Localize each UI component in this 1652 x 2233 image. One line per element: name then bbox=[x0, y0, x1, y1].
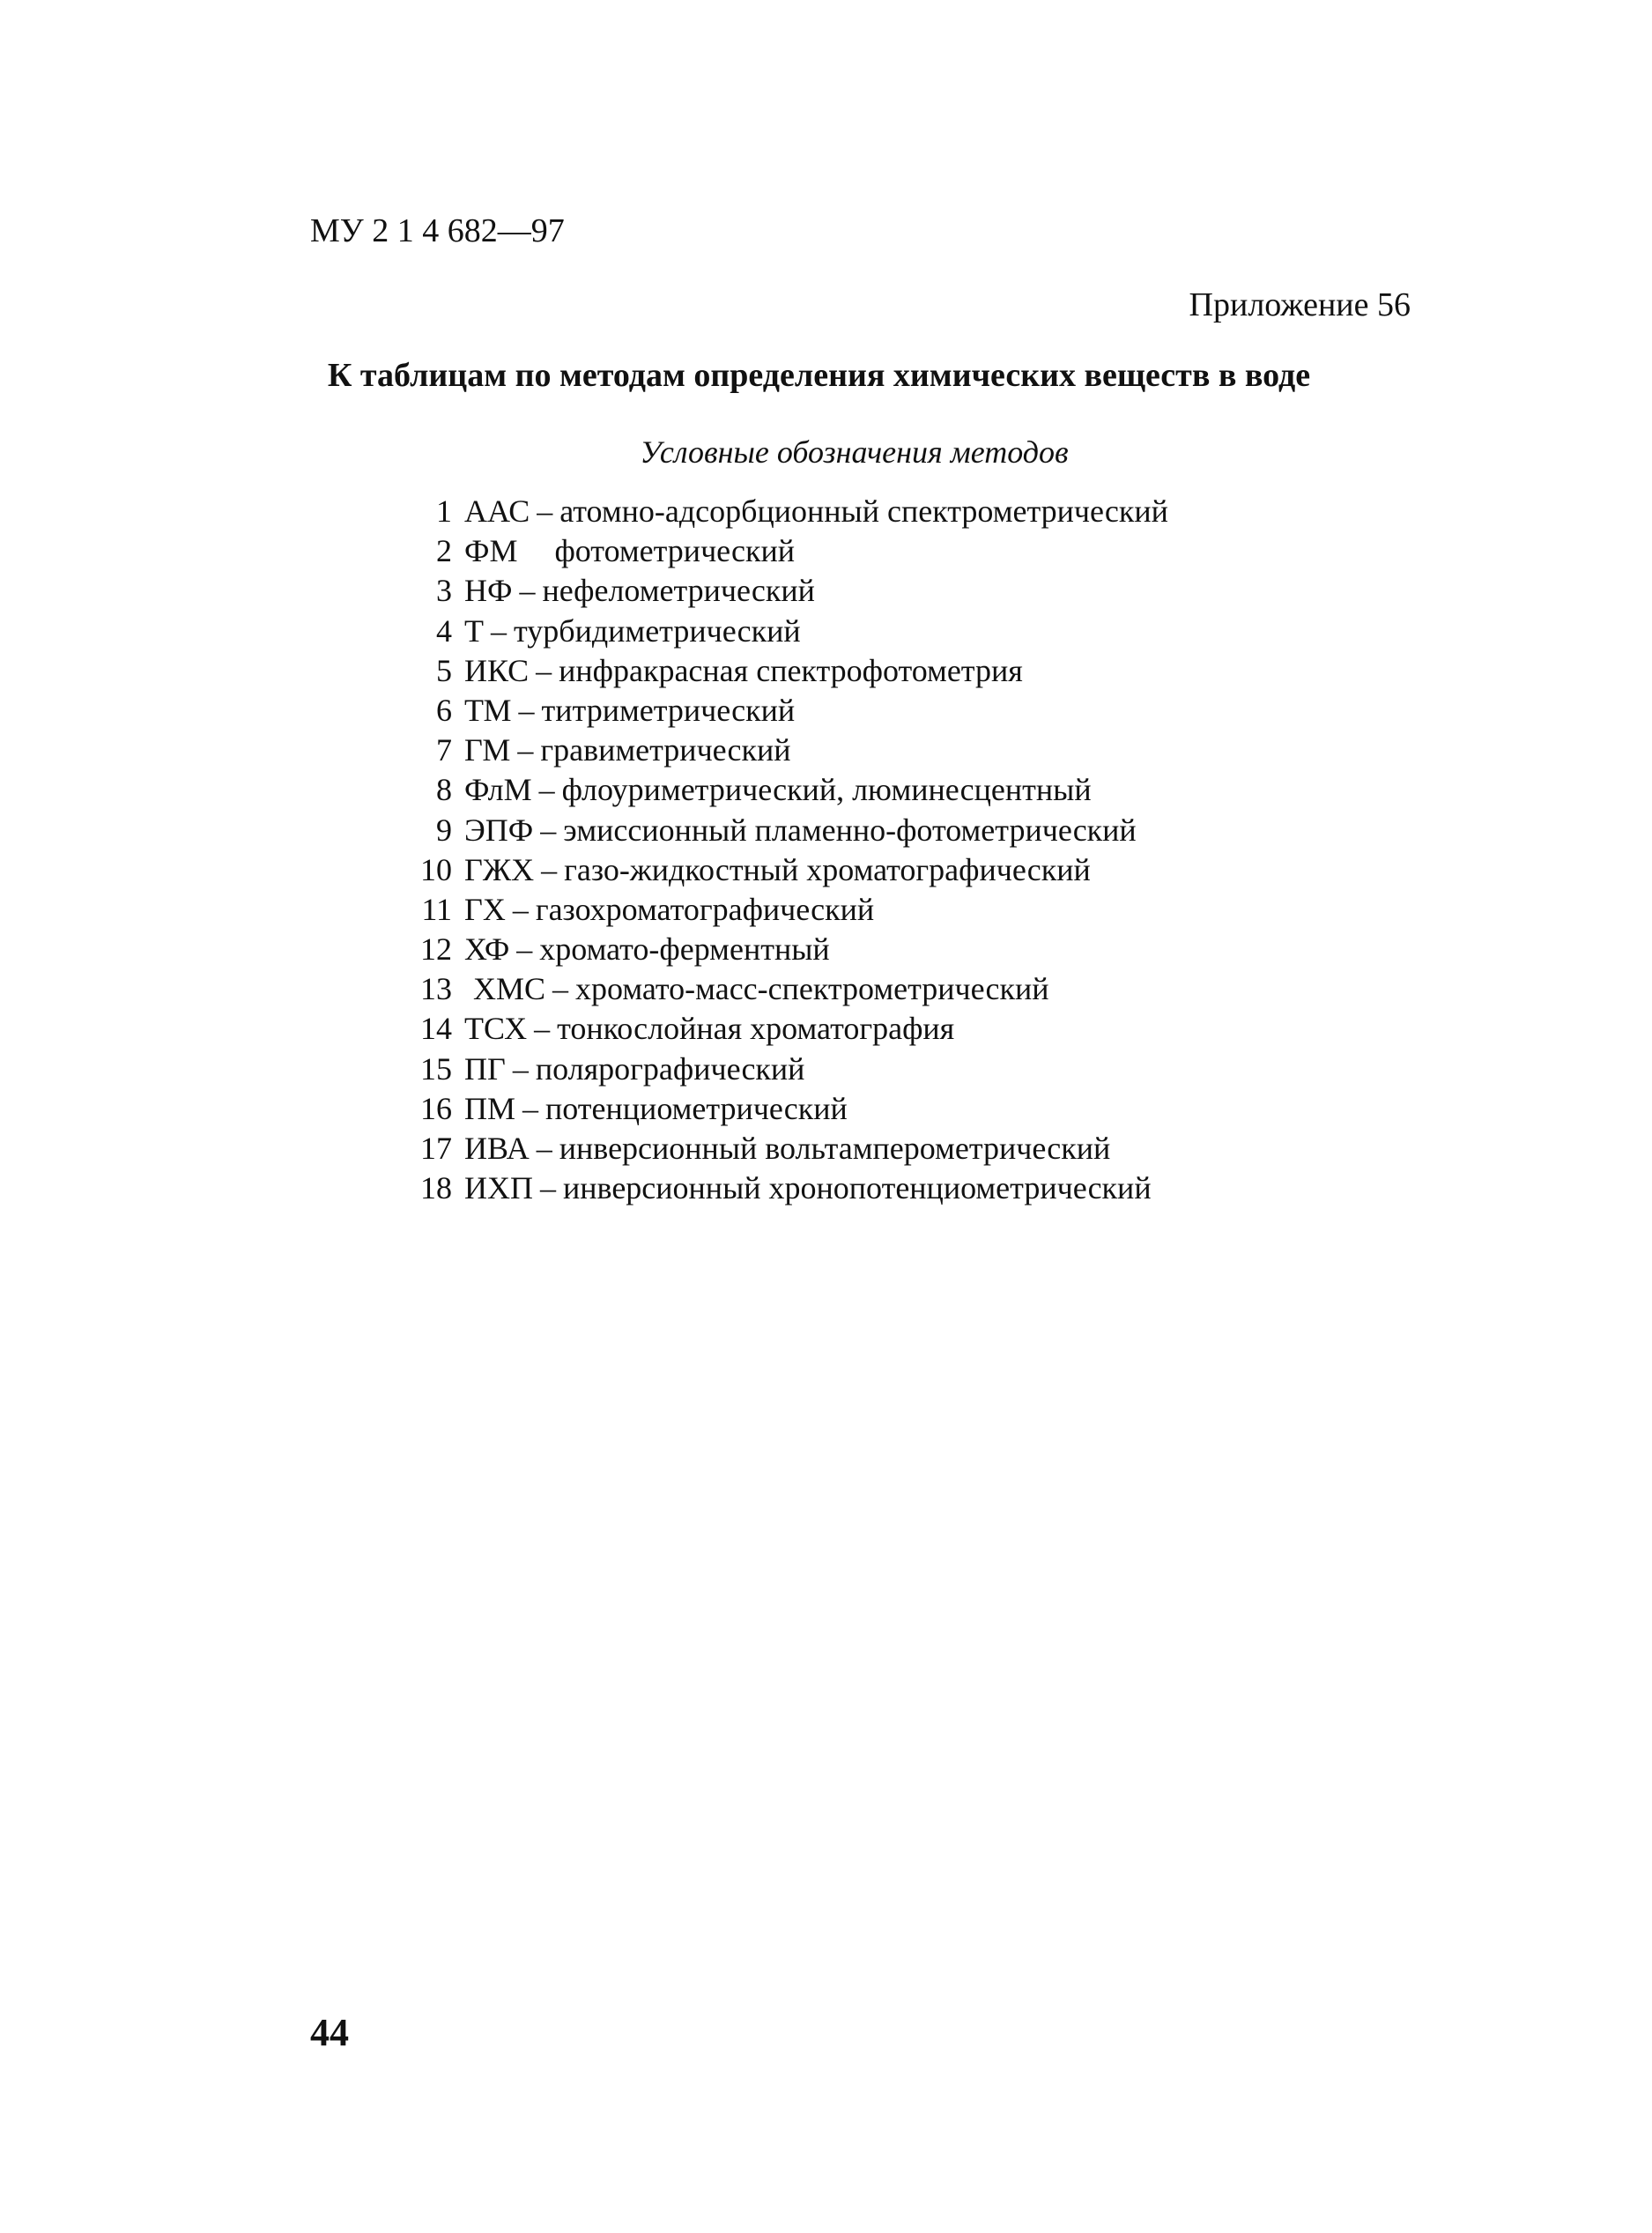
item-abbreviation: ФМ bbox=[464, 533, 518, 569]
item-number: 12 bbox=[420, 931, 452, 968]
list-item bbox=[401, 890, 1168, 930]
item-abbreviation: ФлМ bbox=[464, 772, 532, 808]
item-description: тонкослойная хроматография bbox=[557, 1011, 955, 1047]
item-separator: – bbox=[540, 1170, 556, 1206]
list-item bbox=[401, 691, 1168, 731]
item-number: 6 bbox=[436, 692, 452, 728]
item-separator: – bbox=[512, 1050, 529, 1087]
page-title-text: К таблицам по методам определения химических веществ в воде bbox=[327, 357, 1311, 394]
item-abbreviation: ЭПФ bbox=[464, 812, 534, 848]
item-abbreviation: ГХ bbox=[464, 891, 506, 927]
item-separator: – bbox=[536, 652, 552, 688]
list-item bbox=[401, 531, 1168, 571]
item-abbreviation: ГЖХ bbox=[464, 851, 535, 887]
item-number: 9 bbox=[436, 812, 452, 848]
list-item bbox=[401, 930, 1168, 969]
item-separator: – bbox=[538, 772, 555, 808]
item-abbreviation: ХФ bbox=[464, 931, 510, 968]
item-abbreviation: ХМС bbox=[473, 971, 546, 1007]
item-description: турбидиметрический bbox=[514, 612, 801, 649]
item-description: эмиссионный пламенно-фотометрический bbox=[563, 812, 1137, 848]
item-description: хромато-масс-спектрометрический bbox=[575, 971, 1049, 1007]
item-abbreviation: ТМ bbox=[464, 692, 512, 728]
item-number: 2 bbox=[436, 533, 452, 569]
item-separator: – bbox=[516, 931, 533, 968]
item-separator bbox=[517, 531, 554, 571]
item-abbreviation: ТСХ bbox=[464, 1011, 528, 1047]
item-description: флоуриметрический, люминесцентный bbox=[561, 772, 1092, 808]
item-separator: – bbox=[491, 612, 507, 649]
list-item bbox=[401, 492, 1168, 531]
item-abbreviation: НФ bbox=[464, 573, 513, 609]
item-number: 13 bbox=[420, 971, 452, 1007]
item-description: нефелометрический bbox=[542, 573, 815, 609]
item-description: гравиметрический bbox=[540, 732, 791, 768]
item-separator: – bbox=[536, 1131, 552, 1166]
document-code: МУ 2 1 4 682—97 bbox=[310, 212, 565, 249]
item-separator: – bbox=[512, 891, 529, 927]
item-description: инверсионный вольтамперометрический bbox=[559, 1131, 1111, 1166]
item-number: 1 bbox=[436, 493, 452, 529]
item-abbreviation: ИХП bbox=[464, 1170, 533, 1206]
list-item bbox=[401, 651, 1168, 691]
section-subtitle-text: Условные обозначения методов bbox=[640, 434, 1069, 470]
item-separator: – bbox=[522, 1090, 539, 1126]
item-separator: – bbox=[517, 732, 534, 768]
item-number: 15 bbox=[420, 1050, 452, 1087]
item-description: инверсионный хронопотенциометрический bbox=[563, 1170, 1152, 1206]
item-description: газо-жидкостный хроматографический bbox=[564, 851, 1091, 887]
list-item bbox=[401, 1129, 1168, 1168]
item-separator: – bbox=[541, 851, 558, 887]
page-title bbox=[0, 354, 1652, 397]
item-abbreviation: ПМ bbox=[464, 1090, 516, 1126]
list-item bbox=[401, 612, 1168, 651]
item-separator: – bbox=[540, 812, 557, 848]
item-number: 10 bbox=[420, 851, 452, 887]
methods-list bbox=[401, 492, 1168, 1208]
item-abbreviation: ААС bbox=[464, 493, 530, 529]
section-subtitle bbox=[0, 432, 1652, 472]
item-number: 3 bbox=[436, 573, 452, 609]
appendix-label: Приложение 56 bbox=[1189, 286, 1411, 323]
item-description: газохроматографический bbox=[535, 891, 875, 927]
item-number: 11 bbox=[421, 891, 452, 927]
item-description: полярографический bbox=[535, 1050, 805, 1087]
list-item bbox=[401, 731, 1168, 770]
item-abbreviation: ИВА bbox=[464, 1131, 530, 1166]
list-item bbox=[401, 811, 1168, 850]
item-separator: – bbox=[534, 1011, 551, 1047]
item-number: 7 bbox=[436, 732, 452, 768]
list-item bbox=[401, 1050, 1168, 1089]
item-abbreviation: ИКС bbox=[464, 652, 530, 688]
item-description: фотометрический bbox=[554, 533, 796, 569]
list-item bbox=[401, 1009, 1168, 1049]
item-abbreviation: ГМ bbox=[464, 732, 511, 768]
item-description: атомно-адсорбционный спектрометрический bbox=[559, 493, 1168, 529]
item-number: 18 bbox=[420, 1170, 452, 1206]
item-separator: – bbox=[518, 692, 535, 728]
item-number: 17 bbox=[420, 1131, 452, 1166]
item-abbreviation: ПГ bbox=[464, 1050, 506, 1087]
item-description: хромато-ферментный bbox=[539, 931, 830, 968]
item-description: инфракрасная спектрофотометрия bbox=[559, 652, 1023, 688]
list-item bbox=[401, 1168, 1168, 1208]
item-separator: – bbox=[552, 971, 569, 1007]
list-item bbox=[401, 770, 1168, 810]
item-number: 8 bbox=[436, 772, 452, 808]
list-item bbox=[401, 969, 1168, 1009]
item-description: потенциометрический bbox=[545, 1090, 848, 1126]
item-abbreviation: Т bbox=[464, 612, 484, 649]
list-item bbox=[401, 571, 1168, 611]
item-number: 4 bbox=[436, 612, 452, 649]
list-item bbox=[401, 1089, 1168, 1129]
item-description: титриметрический bbox=[541, 692, 796, 728]
list-item bbox=[401, 850, 1168, 890]
item-separator: – bbox=[519, 573, 536, 609]
item-number: 16 bbox=[420, 1090, 452, 1126]
page-number: 44 bbox=[310, 2011, 349, 2054]
item-number: 14 bbox=[420, 1011, 452, 1047]
item-separator: – bbox=[537, 493, 553, 529]
item-number: 5 bbox=[436, 652, 452, 688]
